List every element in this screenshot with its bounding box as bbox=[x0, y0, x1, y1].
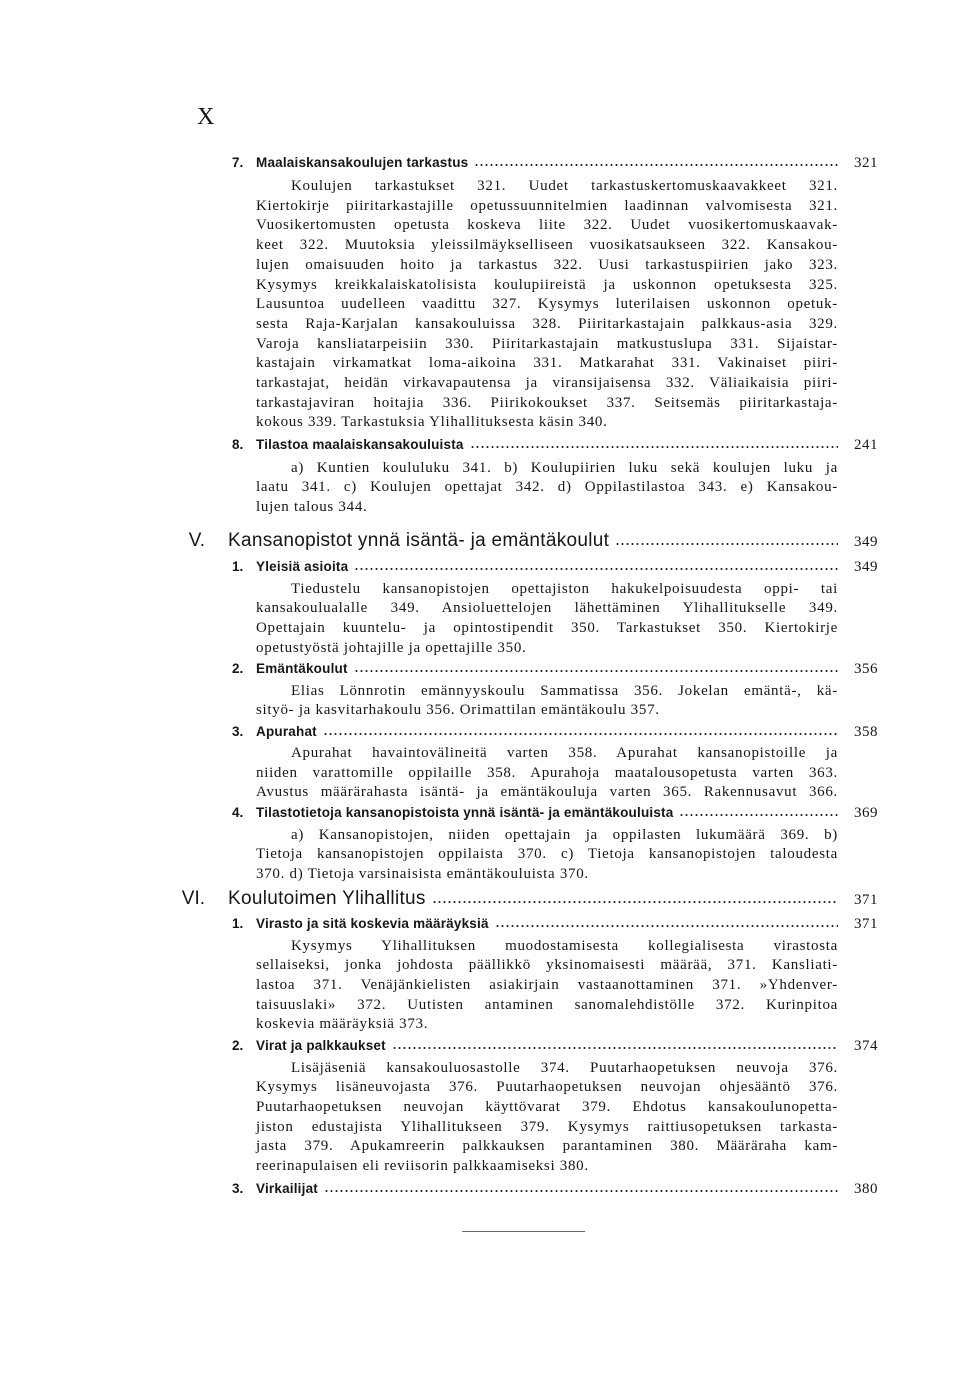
chapter-number: VI. bbox=[181, 888, 205, 909]
entry-title: Apurahat bbox=[256, 724, 317, 739]
page-number: 321 bbox=[854, 155, 878, 171]
chapter-number: V. bbox=[188, 530, 205, 551]
entry-number: 3. bbox=[232, 724, 244, 739]
chapter-title: Kansanopistot ynnä isäntä- ja emäntäkoulut bbox=[228, 530, 610, 551]
toc-entry-heading bbox=[232, 721, 878, 743]
toc-text-line: Kysymys kreikkalaiskatolisista koulupiireistä ja uskonnon opetuksesta 325. bbox=[256, 277, 838, 293]
page-number: 356 bbox=[854, 661, 878, 677]
toc-entry-heading bbox=[232, 434, 878, 456]
toc-text-line: kastajain virkamatkat loma-aikoina 331. Matkarahat 331. Vakinaiset piiri- bbox=[256, 355, 838, 371]
dot-leader bbox=[354, 669, 838, 673]
toc-text-line: jiston edustajista Ylihallitukseen 379. Kysymys raittiusopetuksen tarkasta- bbox=[256, 1119, 838, 1135]
toc-text-line: sellaiseksi, jonka johdosta päällikkö yksinomaisesti määrää, 371. Kansliati- bbox=[256, 957, 838, 973]
toc-text-line: koskevia määräyksiä 373. bbox=[256, 1016, 429, 1032]
toc-text-line: Opettajain kuuntelu- ja opintostipendit 350. Tarkastukset 350. Kiertokirje bbox=[256, 620, 838, 636]
entry-title: Tilastoa maalaiskansakouluista bbox=[256, 437, 464, 452]
entry-title: Virasto ja sitä koskevia määräyksiä bbox=[256, 916, 489, 931]
toc-text-line: Lisäjäseniä kansakouluosastolle 374. Puutarhaopetuksen neuvoja 376. bbox=[291, 1060, 838, 1076]
dot-leader bbox=[474, 163, 838, 167]
dot-leader bbox=[324, 1189, 838, 1193]
dot-leader bbox=[615, 542, 838, 546]
entry-title: Tilastotietoja kansanopistoista ynnä isäntä- ja emäntäkouluista bbox=[256, 805, 674, 820]
toc-entry-heading bbox=[232, 658, 878, 680]
toc-entry-heading bbox=[232, 802, 878, 824]
toc-text-line: lujen omaisuuden hoito ja tarkastus 322. Uusi tarkastuspiirien jako 323. bbox=[256, 257, 838, 273]
toc-text-line: Puutarhaopetuksen neuvojan käyttövarat 379. Ehdotus kansakoulunopetta- bbox=[256, 1099, 838, 1115]
toc-text-line: Kysymys lisäneuvojasta 376. Puutarhaopetuksen neuvojan ohjesääntö 376. bbox=[256, 1079, 838, 1095]
toc-entry-heading bbox=[232, 1178, 878, 1200]
toc-text-line: Kysymys Ylihallituksen muodostamisesta kollegialisesta virastosta bbox=[291, 938, 838, 954]
entry-title: Yleisiä asioita bbox=[256, 559, 349, 574]
entry-title: Virat ja palkkaukset bbox=[256, 1038, 386, 1053]
chapter-title: Koulutoimen Ylihallitus bbox=[228, 888, 426, 909]
entry-number: 2. bbox=[232, 661, 244, 676]
entry-number: 2. bbox=[232, 1038, 244, 1053]
toc-chapter-heading bbox=[165, 885, 878, 913]
entry-number: 7. bbox=[232, 155, 244, 170]
dot-leader bbox=[323, 732, 838, 736]
page-number: 349 bbox=[854, 559, 878, 575]
page-number: 371 bbox=[854, 892, 878, 908]
toc-entry-heading bbox=[232, 152, 878, 174]
page-number: 358 bbox=[854, 724, 878, 740]
entry-number: 4. bbox=[232, 805, 244, 820]
toc-text-line: 370. d) Tietoja varsinaisista emäntäkouluista 370. bbox=[256, 866, 589, 882]
dot-leader bbox=[354, 567, 838, 571]
toc-text-line: tarkastajaviran hoitajia 336. Piirikokoukset 337. Seitsemäs piiritarkastaja- bbox=[256, 395, 838, 411]
page-number: 369 bbox=[854, 805, 878, 821]
toc-text-line: laatu 341. c) Koulujen opettajat 342. d) Oppilastilastoa 343. e) Kansakou- bbox=[256, 479, 838, 495]
toc-text-line: reerinapulaisen eli reviisorin palkkaamiseksi 380. bbox=[256, 1158, 589, 1174]
toc-text-line: Avustus määrärahasta isäntä- ja emäntäkouluja varten 365. Rakennusavut 366. bbox=[256, 784, 838, 800]
toc-text-line: Tietoja kansanopistojen oppilaista 370. c) Tietoja kansanopistojen taloudesta bbox=[256, 846, 838, 862]
end-rule bbox=[462, 1231, 585, 1232]
entry-title: Emäntäkoulut bbox=[256, 661, 348, 676]
toc-text-line: a) Kuntien koululuku 341. b) Koulupiirien luku sekä koulujen luku ja bbox=[291, 460, 838, 476]
toc-text-line: lastoa 371. Venäjänkielisten asiakirjain vastaanottaminen 371. »Yhdenver- bbox=[256, 977, 838, 993]
page-number: 241 bbox=[854, 437, 878, 453]
toc-text-line: Vuosikertomusten opetusta koskeva liite 322. Uudet vuosikertomuskaavak- bbox=[256, 217, 838, 233]
toc-text-line: kokous 339. Tarkastuksia Ylihallituksesta käsin 340. bbox=[256, 414, 608, 430]
toc-text-line: Elias Lönnrotin emännyyskoulu Sammatissa 356. Jokelan emäntä-, kä- bbox=[291, 683, 838, 699]
toc-text-line: sityö- ja kasvitarhakoulu 356. Orimattilan emäntäkoulu 357. bbox=[256, 702, 660, 718]
toc-entry-heading bbox=[232, 556, 878, 578]
toc-text-line: a) Kansanopistojen, niiden opettajain ja oppilasten lukumäärä 369. b) bbox=[291, 827, 838, 843]
dot-leader bbox=[392, 1046, 838, 1050]
toc-text-line: niiden varattomille oppilaille 358. Apurahoja maatalousopetusta varten 363. bbox=[256, 765, 838, 781]
toc-text-line: lujen talous 344. bbox=[256, 499, 368, 515]
toc-text-line: Kiertokirje piiritarkastajille opetussuunnitelmien laadinnan valvomisesta 321. bbox=[256, 198, 838, 214]
entry-title: Virkailijat bbox=[256, 1181, 318, 1196]
dot-leader bbox=[495, 924, 838, 928]
toc-text-line: Koulujen tarkastukset 321. Uudet tarkastuskertomuskaavakkeet 321. bbox=[291, 178, 838, 194]
toc-text-line: jasta 379. Apukamreerin palkkauksen parantaminen 380. Määräraha kam- bbox=[256, 1138, 838, 1154]
toc-text-line: kansakoulualalle 349. Ansioluettelojen lähettäminen Ylihallitukselle 349. bbox=[256, 600, 838, 616]
page-number-roman: X bbox=[197, 104, 215, 130]
toc-entry-heading bbox=[232, 1035, 878, 1057]
entry-number: 1. bbox=[232, 916, 244, 931]
dot-leader bbox=[470, 445, 838, 449]
entry-number: 1. bbox=[232, 559, 244, 574]
toc-text-line: tarkastajat, heidän virkavapautensa ja viransijaisensa 332. Väliaikaisia piiri- bbox=[256, 375, 838, 391]
entry-number: 3. bbox=[232, 1181, 244, 1196]
page-number: 349 bbox=[854, 534, 878, 550]
entry-number: 8. bbox=[232, 437, 244, 452]
dot-leader bbox=[432, 900, 838, 904]
toc-text-line: Lausuntoa uudelleen vaadittu 327. Kysymys luterilaisen uskonnon opetuk- bbox=[256, 296, 838, 312]
page-number: 380 bbox=[854, 1181, 878, 1197]
entry-title: Maalaiskansakoulujen tarkastus bbox=[256, 155, 469, 170]
dot-leader bbox=[679, 813, 838, 817]
page-number: 374 bbox=[854, 1038, 878, 1054]
toc-text-line: Apurahat havaintovälineitä varten 358. Apurahat kansanopistoille ja bbox=[291, 745, 838, 761]
page-number: 371 bbox=[854, 916, 878, 932]
toc-text-line: Tiedustelu kansanopistojen opettajiston hakukelpoisuudesta oppi- tai bbox=[291, 581, 838, 597]
toc-text-line: Varoja kansliatarpeisiin 330. Piiritarkastajain matkustuslupa 331. Sijaistar- bbox=[256, 336, 838, 352]
toc-text-line: taisuuslaki» 372. Uutisten antaminen sanomalehdistölle 372. Kurinpitoa bbox=[256, 997, 838, 1013]
toc-chapter-heading bbox=[165, 527, 878, 555]
toc-entry-heading bbox=[232, 913, 878, 935]
toc-text-line: sesta Raja-Karjalan kansakouluissa 328. Piiritarkastajain palkkaus-asia 329. bbox=[256, 316, 838, 332]
toc-text-line: keet 322. Muutoksia yleissilmäykselliseen vuosikatsaukseen 322. Kansakou- bbox=[256, 237, 838, 253]
toc-text-line: opetustyöstä johtajille ja opettajille 350. bbox=[256, 640, 527, 656]
